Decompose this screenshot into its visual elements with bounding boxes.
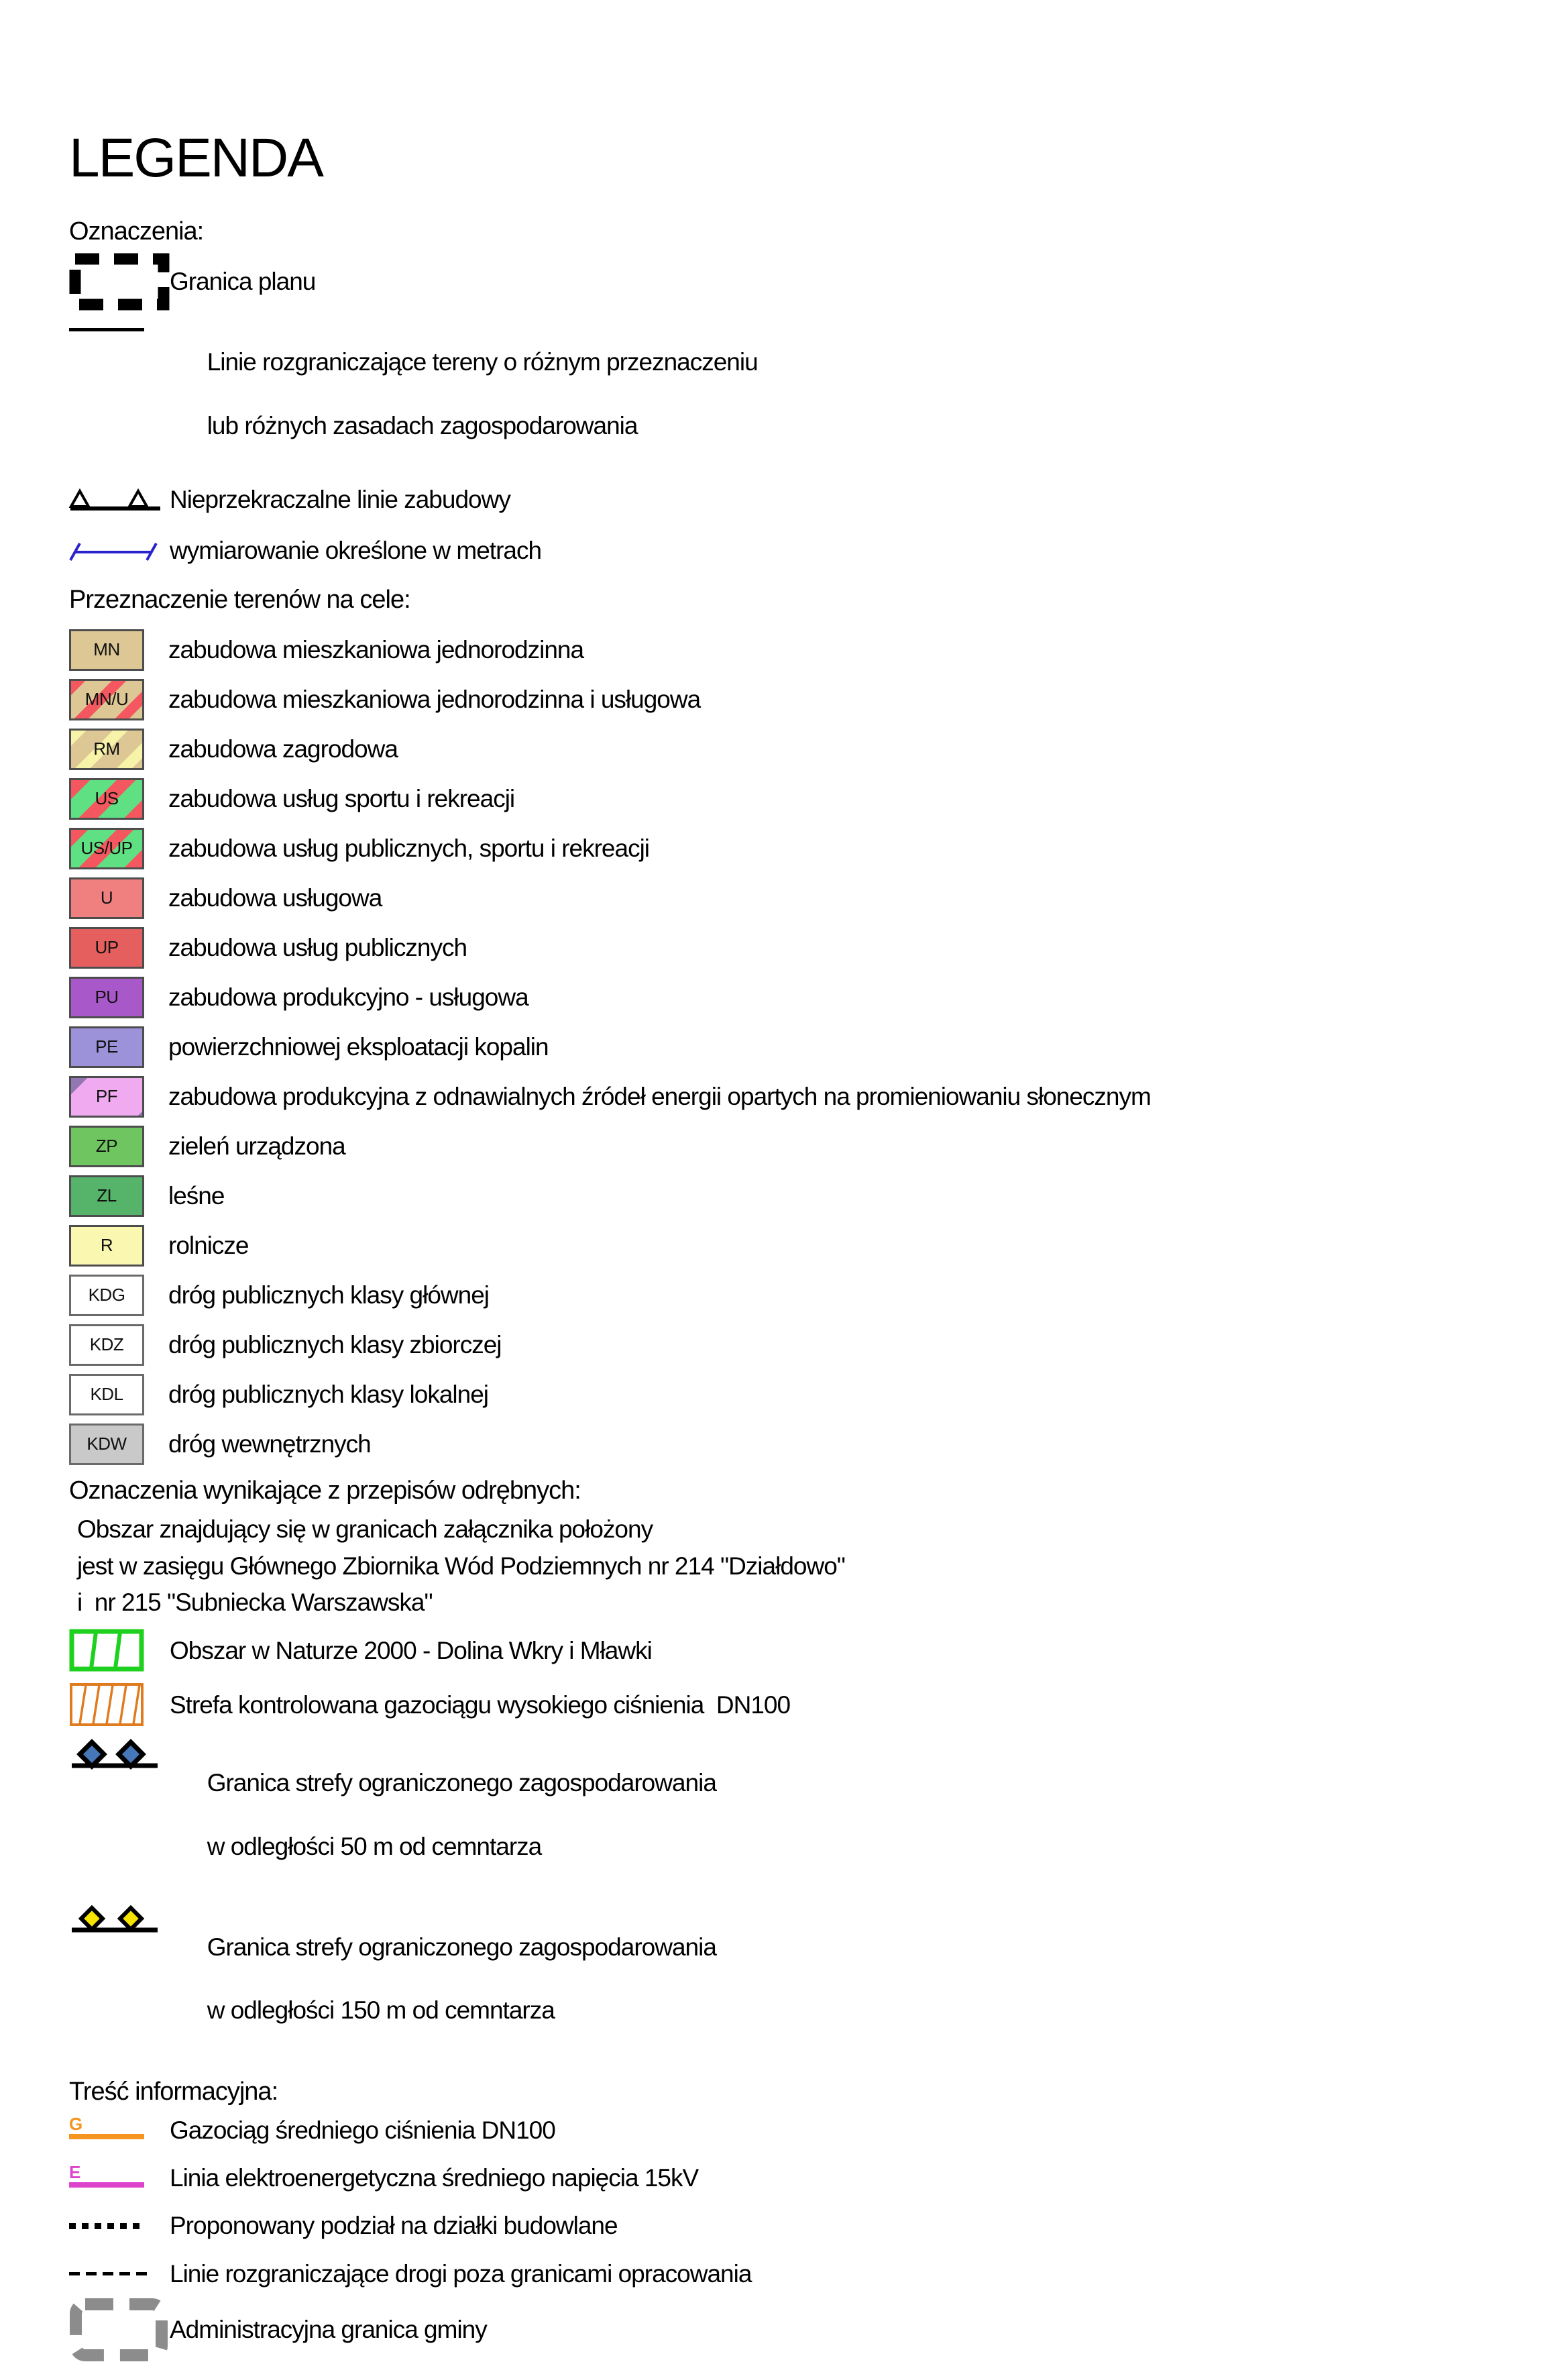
zone-list	[69, 629, 1541, 1465]
section-heading-tresc: Treść informacyjna:	[69, 2078, 278, 2106]
zone-code: ZP	[95, 1136, 118, 1157]
zone-code: R	[100, 1235, 113, 1256]
legend-row-cemetery-150	[69, 1899, 1541, 2058]
power-line-icon	[69, 2161, 170, 2192]
zone-swatch-icon	[69, 679, 144, 720]
zone-label: rolnicze	[168, 1232, 249, 1260]
dividing-lines-label	[170, 315, 758, 474]
cemetery-150-icon	[69, 1899, 170, 1935]
gmina-boundary-label: Administracyjna granica gminy	[170, 2316, 487, 2344]
zone-label: zabudowa produkcyjna z odnawialnych źródeł energii opartych na promieniowaniu słonecznym	[168, 1083, 1151, 1111]
zone-label: zabudowa mieszkaniowa jednorodzinna i usługowa	[168, 686, 701, 714]
zone-code: PF	[95, 1086, 118, 1107]
roads-outside-icon	[69, 2272, 170, 2275]
zone-swatch-icon	[69, 877, 144, 919]
gmina-boundary-icon	[69, 2298, 170, 2362]
zone-row	[69, 679, 1541, 720]
zone-label: zabudowa produkcyjno - usługowa	[168, 983, 528, 1012]
legend-row-cemetery-50	[69, 1735, 1541, 1894]
zone-code: KDG	[88, 1285, 125, 1305]
zone-label: leśne	[168, 1182, 225, 1210]
zone-row	[69, 1374, 1541, 1415]
section-heading-oznaczenia: Oznaczenia:	[69, 217, 204, 246]
zone-code: KDW	[87, 1434, 127, 1454]
dividing-line-icon	[69, 315, 170, 331]
zone-row	[69, 1126, 1541, 1167]
zone-code: KDL	[90, 1384, 123, 1405]
zone-row	[69, 778, 1541, 820]
cemetery-150-label	[170, 1899, 716, 2058]
cemetery-150-label-line2: w odległości 150 m od cemntarza	[207, 1996, 555, 2025]
zone-row	[69, 1324, 1541, 1366]
cemetery-50-label-line1: Granica strefy ograniczonego zagospodarowania	[207, 1768, 716, 1796]
legend-row-building-line	[69, 484, 1541, 515]
zone-row	[69, 629, 1541, 671]
zone-label: zieleń urządzona	[168, 1132, 345, 1161]
gas-letter: G	[69, 2114, 83, 2135]
legend-row-natura2000	[69, 1629, 1541, 1672]
zone-label: zabudowa usług sportu i rekreacji	[168, 785, 515, 813]
zone-swatch-icon	[69, 1126, 144, 1167]
zone-code: U	[100, 888, 113, 908]
gas-pipeline-icon	[69, 2116, 170, 2143]
zone-row	[69, 1225, 1541, 1267]
zone-row	[69, 1275, 1541, 1316]
dividing-lines-label-line2: lub różnych zasadach zagospodarowania	[207, 411, 638, 439]
zone-label: zabudowa mieszkaniowa jednorodzinna	[168, 636, 584, 664]
zone-swatch-icon	[69, 1424, 144, 1465]
roads-outside-label: Linie rozgraniczające drogi poza granicami opracowania	[170, 2259, 752, 2288]
power-letter: E	[69, 2161, 81, 2182]
plot-division-icon	[69, 2223, 170, 2229]
cemetery-50-label	[170, 1735, 716, 1894]
legend-row-power-line	[69, 2162, 1541, 2194]
zone-code: US	[95, 788, 119, 809]
zone-code: UP	[95, 937, 119, 958]
plan-boundary-label: Granica planu	[170, 267, 316, 295]
zone-label: powierzchniowej eksploatacji kopalin	[168, 1033, 549, 1061]
zone-swatch-icon	[69, 629, 144, 671]
section-heading-przepisy: Oznaczenia wynikające z przepisów odrębnych:	[69, 1476, 581, 1505]
zone-swatch-icon	[69, 1076, 144, 1118]
zone-swatch-icon	[69, 1324, 144, 1366]
zone-swatch-icon	[69, 1175, 144, 1217]
natura2000-label: Obszar w Naturze 2000 - Dolina Wkry i Mławki	[170, 1636, 652, 1664]
legend-row-dimension	[69, 535, 1541, 566]
zone-swatch-icon	[69, 1275, 144, 1316]
gzwp-note-line3: i nr 215 "Subniecka Warszawska"	[77, 1589, 433, 1617]
legend-row-gas-zone	[69, 1682, 1541, 1727]
zone-code: PE	[95, 1036, 118, 1057]
zone-code: MN/U	[85, 689, 129, 710]
natura2000-icon	[69, 1629, 170, 1672]
zone-label: dróg publicznych klasy zbiorczej	[168, 1331, 502, 1359]
cemetery-150-label-line1: Granica strefy ograniczonego zagospodarowania	[207, 1933, 716, 1961]
zone-code: MN	[93, 639, 120, 660]
zone-row	[69, 1424, 1541, 1465]
zone-code: RM	[93, 739, 120, 759]
zone-label: dróg wewnętrznych	[168, 1430, 371, 1458]
zone-label: zabudowa usług publicznych, sportu i rekreacji	[168, 835, 650, 863]
zone-label: dróg publicznych klasy głównej	[168, 1281, 489, 1309]
zone-code: US/UP	[80, 838, 133, 859]
zone-label: zabudowa usług publicznych	[168, 934, 467, 962]
zone-row	[69, 977, 1541, 1018]
dimension-label: wymiarowanie określone w metrach	[170, 536, 542, 564]
zone-label: dróg publicznych klasy lokalnej	[168, 1381, 488, 1409]
zone-code: ZL	[97, 1185, 117, 1206]
zone-code: KDZ	[89, 1334, 124, 1355]
cemetery-50-label-line2: w odległości 50 m od cemntarza	[207, 1832, 542, 1860]
zone-row	[69, 877, 1541, 919]
legend-row-gmina-boundary	[69, 2298, 1541, 2362]
section-heading-przeznaczenie: Przeznaczenie terenów na cele:	[69, 586, 410, 614]
gas-zone-icon	[69, 1682, 170, 1727]
zone-row	[69, 729, 1541, 770]
gas-pipeline-label: Gazociąg średniego ciśnienia DN100	[170, 2116, 555, 2144]
zone-swatch-icon	[69, 927, 144, 969]
legend-row-plan-boundary	[69, 253, 1541, 311]
dividing-lines-label-line1: Linie rozgraniczające tereny o różnym przeznaczeniu	[207, 347, 758, 376]
zone-row	[69, 927, 1541, 969]
zone-row	[69, 1076, 1541, 1118]
plan-boundary-icon	[69, 253, 170, 311]
legend-row-plot-division	[69, 2210, 1541, 2241]
gzwp-note-line1: Obszar znajdujący się w granicach załącznika położony	[77, 1515, 653, 1544]
dimension-icon	[69, 535, 170, 565]
building-line-icon	[69, 485, 170, 515]
zone-swatch-icon	[69, 729, 144, 770]
zone-label: zabudowa usługowa	[168, 884, 382, 912]
zone-row	[69, 828, 1541, 869]
gas-zone-label: Strefa kontrolowana gazociągu wysokiego ciśnienia DN100	[170, 1690, 791, 1719]
power-line-label: Linia elektroenergetyczna średniego napięcia 15kV	[170, 2163, 699, 2192]
zone-label: zabudowa zagrodowa	[168, 735, 398, 763]
legend-row-roads-outside	[69, 2258, 1541, 2290]
zone-swatch-icon	[69, 778, 144, 820]
zone-swatch-icon	[69, 1225, 144, 1267]
building-line-label: Nieprzekraczalne linie zabudowy	[170, 486, 510, 514]
cemetery-50-icon	[69, 1735, 170, 1771]
zone-swatch-icon	[69, 1374, 144, 1415]
plot-division-label: Proponowany podział na działki budowlane	[170, 2212, 618, 2240]
zone-row	[69, 1026, 1541, 1068]
gzwp-note-line2: jest w zasięgu Głównego Zbiornika Wód Podziemnych nr 214 "Działdowo"	[77, 1552, 845, 1580]
zone-row	[69, 1175, 1541, 1217]
zone-swatch-icon	[69, 977, 144, 1018]
zone-swatch-icon	[69, 828, 144, 869]
page-title: LEGENDA	[69, 127, 323, 189]
legend-row-dividing-lines	[69, 315, 1541, 474]
legend-row-gas-pipeline	[69, 2114, 1541, 2146]
zone-swatch-icon	[69, 1026, 144, 1068]
zone-code: PU	[95, 987, 119, 1008]
gzwp-note	[69, 1511, 1541, 1621]
